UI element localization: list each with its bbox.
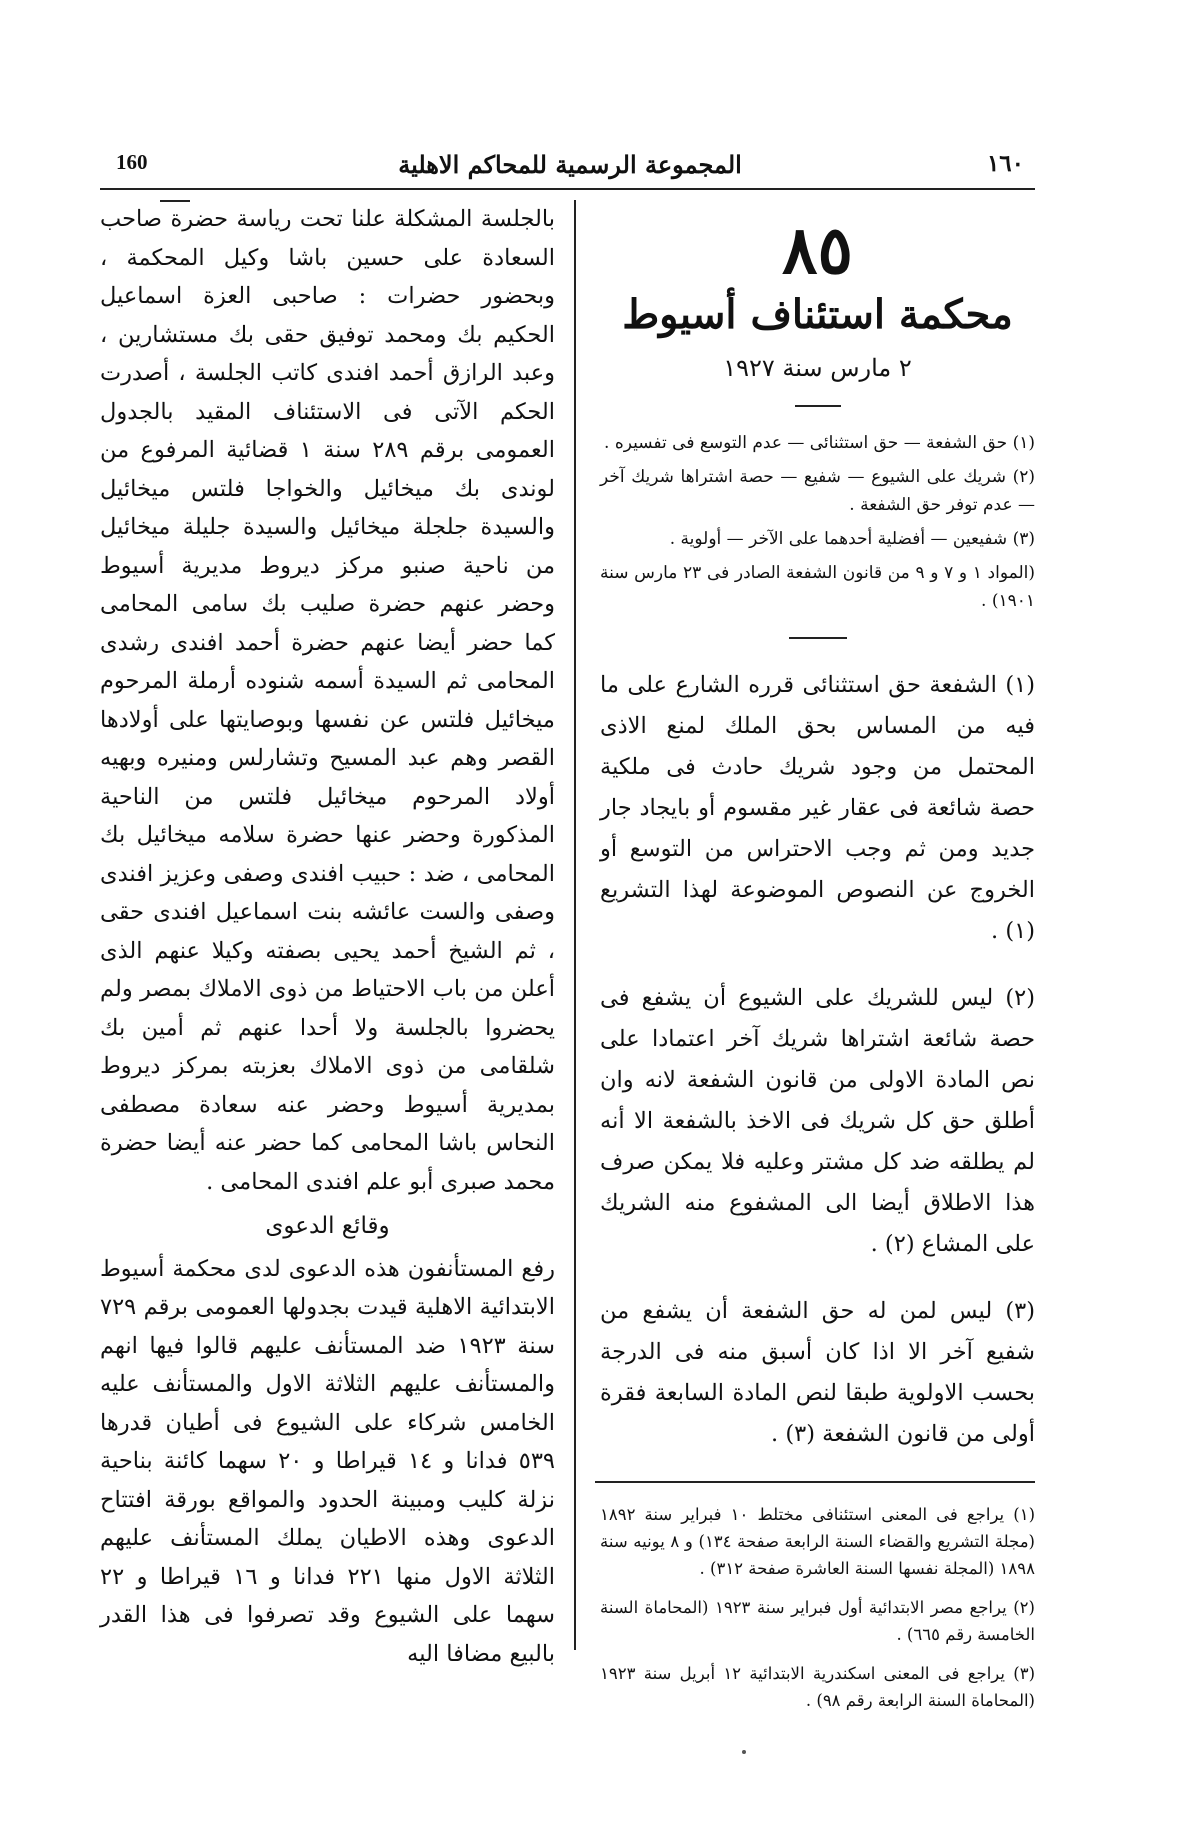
headnote: (٢) شريك على الشيوع — شفيع — حصة اشتراها شريك آخر — عدم توفر حق الشفعة . — [600, 467, 1035, 515]
judgment-date: ٢ مارس سنة ١٩٢٧ — [723, 354, 912, 382]
court-name: محكمة استئناف أسيوط — [622, 291, 1013, 338]
case-number: ٨٥ — [782, 211, 853, 289]
principle: (٣) ليس لمن له حق الشفعة أن يشفع من شفيع آخر الا اذا كان أسبق منه فى الدرجة بحسب الاولوية طبقا لنص المادة السابعة فقرة أولى من قانون الشفعة (٣) . — [600, 1298, 1035, 1447]
footnote: (١) يراجع فى المعنى استئنافى مختلط ١٠ فبراير سنة ١٨٩٢ (مجلة التشريع والقضاء السنة الرابعة صفحة ١٣٤) و ٨ يونيه سنة ١٨٩٨ (المجلة نفسها السنة العاشرة صفحة ٣١٢) . — [600, 1505, 1035, 1578]
session-paragraph: بالجلسة المشكلة علنا تحت رياسة حضرة صاحب السعادة على حسين باشا وكيل المحكمة ، وبحضور حضرات : صاحبى العزة اسماعيل الحكيم بك ومحمد توفيق حقى بك مستشارين ، وعبد الرازق أحمد افندى كاتب الجلسة ، أصدرت الحكم الآتى فى الاستئناف المقيد بالجدول العمومى برقم ٢٨٩ سنة ١ قضائية المرفوع من لوندى بك ميخائيل والخواجا فلتس ميخائيل والسيدة جلجلة ميخائيل والسيدة جليلة ميخائيل من ناحية صنبو مركز ديروط مديرية أسيوط وحضر عنهم حضرة صليب بك سامى المحامى كما حضر أيضا عنهم حضرة أحمد افندى رشدى المحامى ثم السيدة أسمه شنوده أرملة المرحوم ميخائيل فلتس عن نفسها وبوصايتها على أولادها القصر وهم عبد المسيح وتشارلس ومنيره وبهيه أولاد المرحوم ميخائيل فلتس من الناحية المذكورة وحضر عنها حضرة سلامه ميخائيل بك المحامى ، ضد : حبيب افندى وصفى وعزيز افندى وصفى والست عائشه بنت اسماعيل افندى حقى ، ثم الشيخ أحمد يحيى بصفته وكيلا عنهم الذى أعلن من باب الاحتياط من ذوى الاملاك بمصر ولم يحضروا بالجلسة ولا أحدا عنهم ثم أمين بك شلقامى من ذوى الاملاك بعزبته بمركز ديروط بمديرية أسيوط وحضر عنه سعادة مصطفى النحاس باشا المحامى كما حضر عنه أيضا حضرة محمد صبرى أبو علم افندى المحامى . — [100, 206, 555, 1195]
legal-principles — [600, 665, 1035, 1455]
headnote-articles: (المواد ١ و ٧ و ٩ من قانون الشفعة الصادر فى ٢٣ مارس سنة ١٩٠١) . — [600, 563, 1035, 611]
running-title: المجموعة الرسمية للمحاكم الاهلية — [398, 150, 742, 179]
column-divider — [574, 200, 576, 1650]
separator-rule — [795, 405, 841, 407]
header-rule — [100, 188, 1035, 190]
page-number-arabic: ١٦٠ — [986, 150, 1024, 177]
headnote: (١) حق الشفعة — حق استثنائى — عدم التوسع فى تفسيره . — [604, 433, 1035, 453]
right-column — [600, 211, 1035, 1726]
page-header — [110, 150, 1030, 190]
facts-heading: وقائع الدعوى — [265, 1213, 390, 1239]
principle: (١) الشفعة حق استثنائى قرره الشارع على ما فيه من المساس بحق الملك لمنع الاذى المحتمل من وجود شريك حادث فى ملكية حصة شائعة فى عقار غير مقسوم أو بايجاد جار جديد ومن ثم وجب الاحتراس من التوسع أو الخروج عن النصوص الموضوعة لهذا التشريع (١) . — [600, 672, 1035, 944]
page-number-latin: 160 — [116, 150, 148, 174]
facts-paragraph: رفع المستأنفون هذه الدعوى لدى محكمة أسيوط الابتدائية الاهلية قيدت بجدولها العمومى برقم ٧٢٩ سنة ١٩٢٣ ضد المستأنف عليهم قالوا فيها انهم والمستأنف عليهم الثلاثة الاول والمستأنف عليه الخامس شركاء على الشيوع فى أطيان قدرها ٥٣٩ فدانا و ١٤ قيراطا و ٢٠ سهما كائنة بناحية نزلة كليب ومبينة الحدود والمواقع بورقة افتتاح الدعوى وهذه الاطيان يملك المستأنف عليهم الثلاثة الاول منها ٢٢١ فدانا و ١٦ قيراطا و ٢٢ سهما على الشيوع وقد تصرفوا فى هذا القدر بالبيع مضافا اليه — [100, 1255, 556, 1667]
headnote: (٣) شفيعين — أفضلية أحدهما على الآخر — أولوية . — [669, 529, 1035, 549]
left-column — [100, 200, 555, 1673]
footnote: (٣) يراجع فى المعنى اسكندرية الابتدائية ١٢ أبريل سنة ١٩٢٣ (المحاماة السنة الرابعة رقم ٩٨) . — [600, 1664, 1035, 1710]
principle: (٢) ليس للشريك على الشيوع أن يشفع فى حصة شائعة اشتراها شريك آخر اعتمادا على نص المادة الاولى من قانون الشفعة لانه وان أطلق حق كل شريك فى الاخذ بالشفعة الا أنه لم يطلقه ضد كل مشتر وعليه فلا يمكن صرف هذا الاطلاق أيضا الى المشفوع منه الشريك على المشاع (٢) . — [600, 985, 1035, 1257]
headnotes — [600, 429, 1035, 615]
footnote: (٢) يراجع مصر الابتدائية أول فبراير سنة ١٩٢٣ (المحاماة السنة الخامسة رقم ٦٦٥) . — [600, 1598, 1035, 1644]
separator-rule — [789, 637, 847, 639]
footnotes — [600, 1501, 1035, 1714]
scan-speck — [742, 1750, 746, 1754]
footnote-rule — [595, 1481, 1035, 1483]
